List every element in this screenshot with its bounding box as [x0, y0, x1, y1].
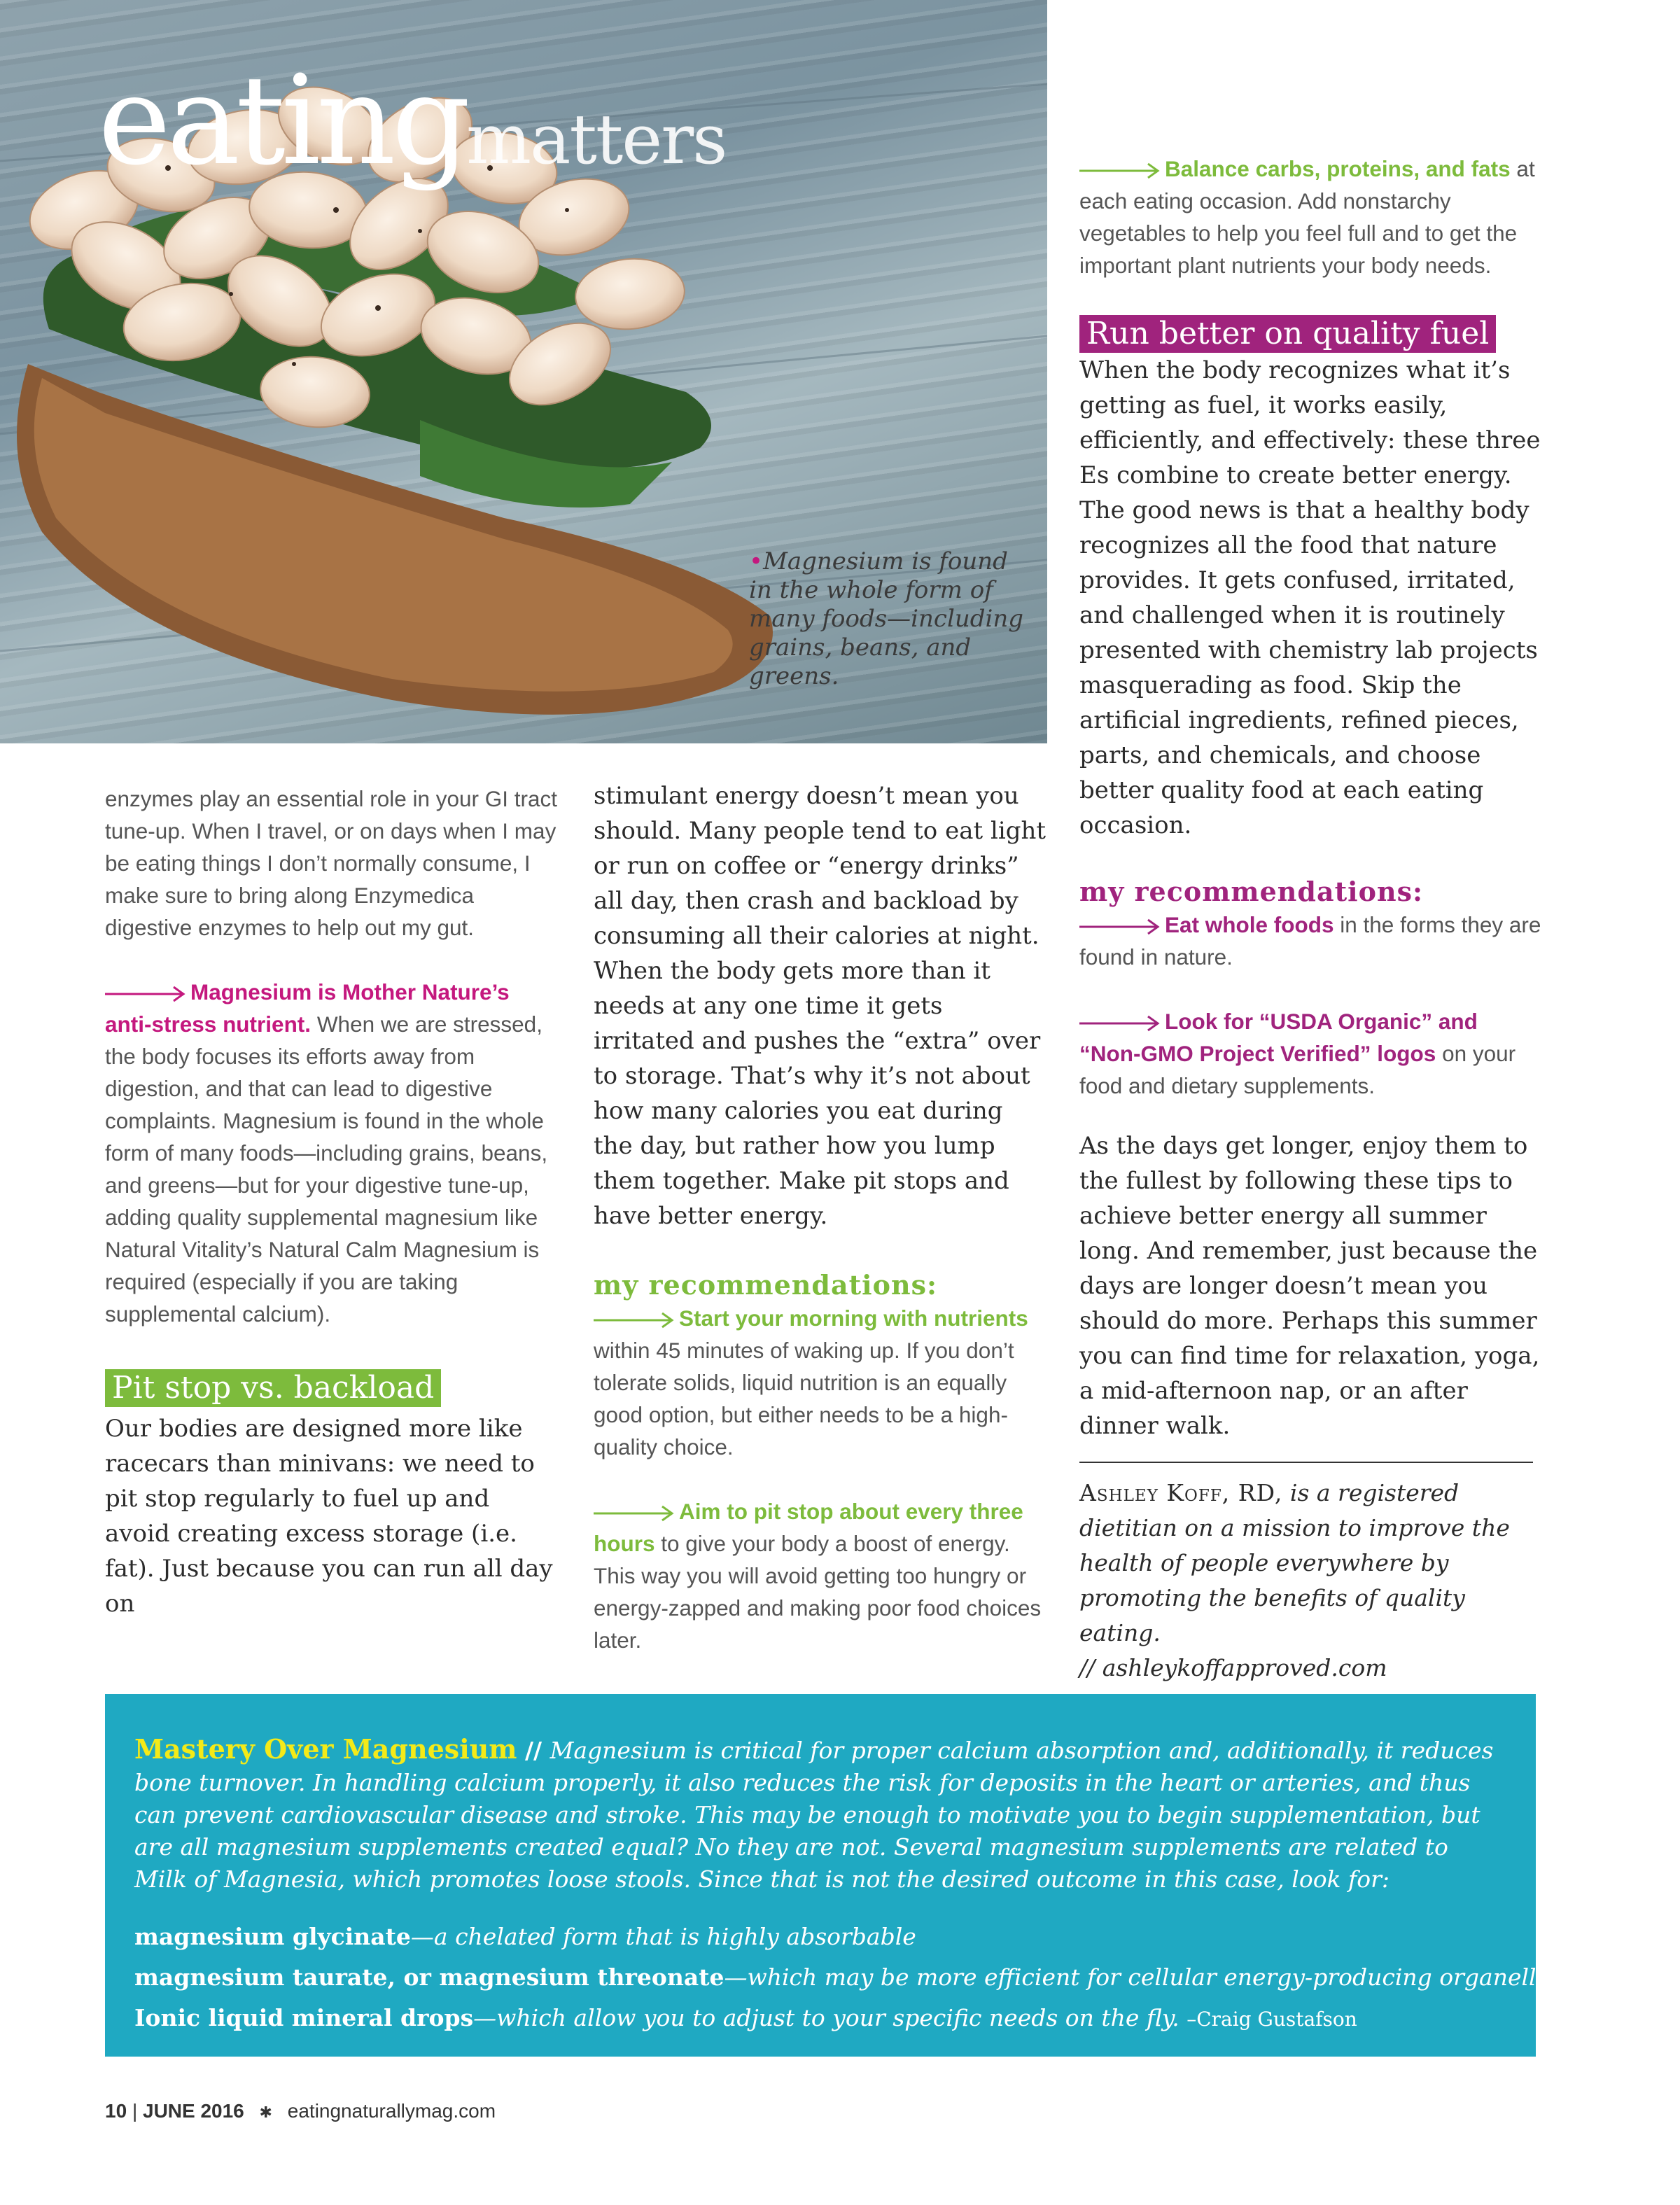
sidebar-list-item	[134, 1957, 1562, 1998]
col3-recs-heading: my recommendations:	[1079, 876, 1423, 907]
sidebar-item-key: magnesium glycinate	[134, 1923, 411, 1950]
col2-rec-1-body: within 45 minutes of waking up. If you don’t tolerate solids, liquid nutrition is an equally good option, but either needs to be a high-quality choice.	[594, 1338, 1014, 1460]
col3-paragraph-3: As the days get longer, enjoy them to the fullest by following these tips to achieve better energy all summer long. And remember, just because the days are longer doesn’t mean you should do more. Perhaps this summer you can find time for relaxation, yoga, a mid-afternoon nap, or an after dinner walk.	[1079, 1132, 1540, 1440]
caption-bullet: •	[749, 547, 764, 575]
sidebar-title: Mastery Over Magnesium	[134, 1733, 517, 1765]
author-bio	[1079, 1476, 1541, 1686]
col2-rec-2-body: to give your body a boost of energy. This way you will avoid getting too hungry or energy-zapped and making poor food choices later.	[594, 1531, 1042, 1653]
page-footer	[105, 2100, 496, 2122]
col3-paragraph-1	[1079, 153, 1541, 281]
sidebar-item-key: magnesium taurate, or magnesium threonate	[134, 1963, 724, 1991]
magnesium-sidebar	[105, 1694, 1562, 2057]
col3-rec-2	[1079, 1005, 1541, 1102]
caption-text: Magnesium is found in the whole form of many foods—including grains, beans, and greens.	[749, 547, 1024, 690]
col2-rec-2-lead: Aim to pit stop about every three hours	[594, 1499, 1023, 1556]
pink-arrow-icon	[105, 986, 189, 1002]
author-bio-text: is a registered dietitian on a mission to improve the health of people everywhere by promoting the benefits of quality eating.	[1079, 1479, 1510, 1646]
bio-divider	[1079, 1462, 1533, 1463]
column-1	[105, 783, 560, 1621]
col1-paragraph-1: enzymes play an essential role in your GI tract tune-up. When I travel, or on days when I may be eating things I don’t normally consume, I make sure to bring along Enzymedica digestive enzymes to help out my gut.	[105, 786, 558, 940]
sidebar-list-item	[134, 1917, 1506, 1957]
col2-rec-1	[594, 1302, 1049, 1463]
col2-paragraph-1: stimulant energy doesn’t mean you should. Many people tend to eat light or run on coffee or “energy drinks” all day, then crash and backload by consuming all their calories at night. When the body gets more than it needs at any one time it gets irritated and pushes the “extra” over to storage. That’s why it’s not about how many calories you eat during the day, but rather how you lump them together. Make pit stops and have better energy.	[594, 782, 1046, 1230]
photo-caption	[749, 547, 1029, 691]
heading-pit-stop: Pit stop vs. backload	[105, 1369, 441, 1407]
purple-arrow-icon	[1079, 918, 1163, 935]
col3-body-balance: at each eating occasion. Add nonstarchy vegetables to help you feel full and to get the important plant nutrients your body needs.	[1079, 156, 1535, 278]
col2-rec-1-lead: Start your morning with nutrients	[679, 1306, 1028, 1331]
col2-recs-heading: my recommendations:	[594, 1269, 937, 1301]
page-number: 10	[105, 2100, 127, 2122]
col3-rec-1	[1079, 909, 1541, 973]
sidebar-list	[134, 1917, 1562, 2040]
brand-matters: matters	[466, 100, 727, 180]
hero-photo	[0, 0, 1047, 743]
author-name: Ashley Koff, RD,	[1079, 1479, 1283, 1506]
sidebar-separator: //	[517, 1737, 550, 1764]
green-arrow-icon	[594, 1505, 678, 1522]
heading-quality-fuel: Run better on quality fuel	[1079, 315, 1496, 353]
author-website-link[interactable]: // ashleykoffapproved.com	[1079, 1654, 1387, 1681]
sidebar-intro	[134, 1733, 1506, 1896]
sidebar-item-value: —which allow you to adjust to your specific needs on the fly.	[473, 2004, 1180, 2031]
purple-arrow-icon	[1079, 1015, 1163, 1032]
footer-website[interactable]: eatingnaturallymag.com	[287, 2100, 496, 2122]
col3-rec-1-lead: Eat whole foods	[1165, 912, 1334, 937]
col3-rec-2-lead: Look for “USDA Organic” and “Non-GMO Project Verified” logos	[1079, 1009, 1478, 1066]
col2-rec-2	[594, 1495, 1049, 1656]
brand-eating: eating	[98, 49, 467, 192]
column-2	[594, 778, 1049, 1656]
col1-lead-magnesium: Magnesium is Mother Nature’s anti-stress nutrient.	[105, 979, 510, 1037]
col1-paragraph-2	[105, 976, 560, 1330]
col1-body-magnesium: When we are stressed, the body focuses its efforts away from digestion, and that can lead to digestive complaints. Magnesium is found in the whole form of many foods—including grains, beans, and greens—but for your digestive tune-up, adding quality supplemental magnesium like Natural Vitality’s Natural Calm Magnesium is required (especially if you are taking supplemental calcium).	[105, 1011, 548, 1326]
sidebar-body: Magnesium is critical for proper calcium absorption and, additionally, it reduces bone turnover. In handling calcium properly, it also reduces the risk for deposits in the heart or arteries, and thus can prevent cardiovascular disease and stroke. This may be enough to motivate you to begin supplementation, but are all magnesium supplements created equal? No they are not. Several magnesium supplements are related to Milk of Magnesia, which promotes loose stools. Since that is not the desired outcome in this case, look for:	[134, 1737, 1494, 1893]
col3-lead-balance: Balance carbs, proteins, and fats	[1165, 156, 1511, 181]
footer-star-icon: ✱	[259, 2104, 272, 2121]
col3-rec-1-body: in the forms they are found in nature.	[1079, 912, 1541, 969]
col3-paragraph-2: When the body recognizes what it’s getting as fuel, it works easily, efficiently, and effectively: these three Es combine to create better energy. The good news is that a healthy body recognizes all the food that nature provides. It gets confused, irritated, and challenged when it is routinely presented with chemistry lab projects masquerading as food. Skip the artificial ingredients, refined pieces, parts, and chemicals, and choose better quality food at each eating occasion.	[1079, 356, 1541, 839]
issue-date: JUNE 2016	[143, 2100, 244, 2122]
col3-rec-2-body: on your food and dietary supplements.	[1079, 1041, 1516, 1098]
col1-paragraph-3: Our bodies are designed more like racecars than minivans: we need to pit stop regularly to fuel up and avoid creating excess storage (i.e. fat). Just because you can run all day on	[105, 1415, 553, 1618]
green-arrow-icon	[1079, 162, 1163, 179]
sidebar-list-item	[134, 1998, 1506, 2040]
sidebar-credit: –Craig Gustafson	[1186, 2008, 1357, 2031]
column-3	[1079, 153, 1541, 1686]
sidebar-item-key: Ionic liquid mineral drops	[134, 2004, 474, 2031]
sidebar-item-value: —a chelated form that is highly absorbable	[410, 1923, 916, 1950]
sidebar-item-value: —which may be more efficient for cellular energy-producing organelles	[724, 1963, 1562, 1991]
green-arrow-icon	[594, 1312, 678, 1329]
footer-divider: |	[132, 2100, 138, 2122]
section-brand	[98, 49, 726, 192]
